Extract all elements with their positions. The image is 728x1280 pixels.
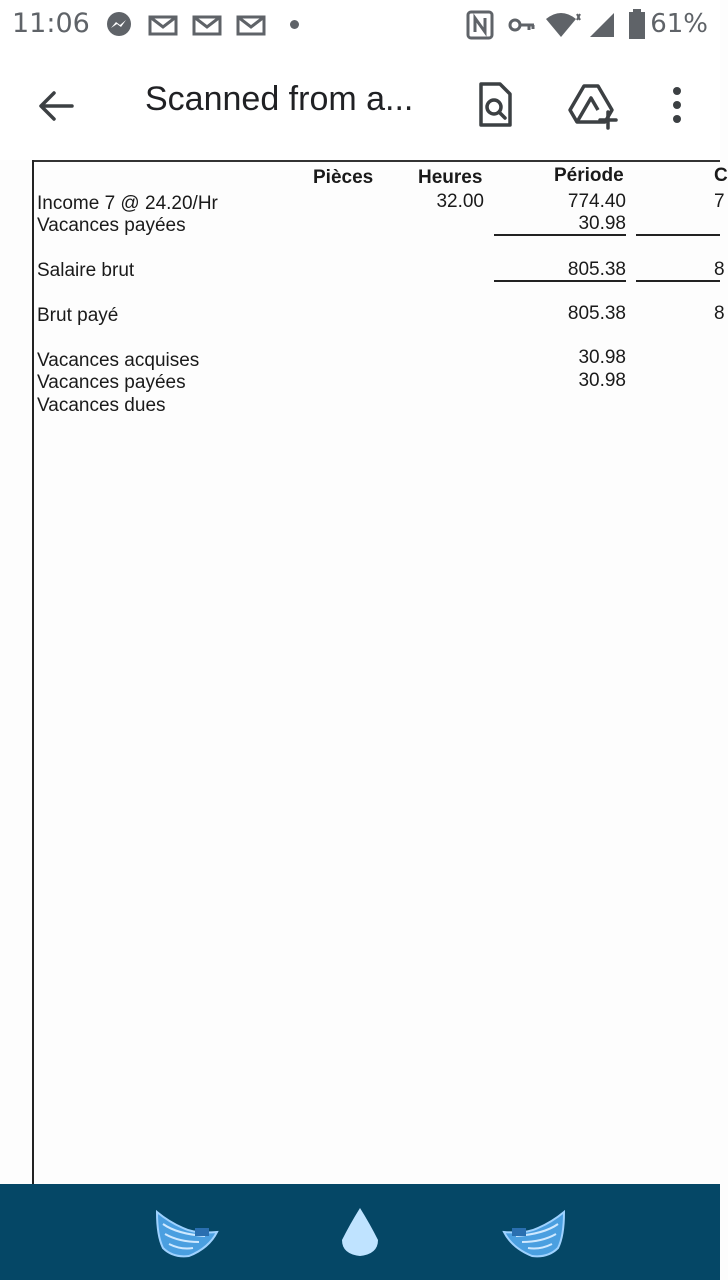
row-label: Vacances payées: [37, 215, 186, 236]
document-title: Scanned from a...: [145, 80, 414, 118]
header-cumul: C: [714, 165, 728, 186]
left-border: [32, 160, 34, 1184]
wifi-icon: [544, 10, 582, 38]
header-heures: Heures: [418, 167, 483, 188]
row-periode: 30.98: [578, 347, 626, 368]
row-periode: 30.98: [578, 213, 626, 234]
winged-emblem-icon[interactable]: [155, 1208, 221, 1260]
row-extra: 8: [714, 259, 725, 280]
scanned-document[interactable]: [0, 160, 728, 1184]
gmail-icon: [192, 14, 222, 36]
subtotal-rule: [494, 234, 626, 236]
header-periode: Période: [554, 165, 624, 186]
row-label: Vacances dues: [37, 395, 166, 416]
row-periode: 805.38: [567, 259, 626, 280]
header-pieces: Pièces: [313, 167, 374, 188]
row-extra: 8: [714, 303, 725, 324]
battery-icon: [628, 8, 646, 40]
messenger-icon: [105, 11, 133, 39]
row-periode: 30.98: [578, 370, 626, 391]
row-heures: 32.00: [436, 191, 484, 212]
gmail-icon: [148, 14, 178, 36]
top-border: [32, 160, 720, 162]
app-bar: [0, 50, 720, 161]
subtotal-rule: [636, 234, 720, 236]
bottom-navigation-bar: [0, 1184, 720, 1280]
row-extra: 7: [714, 191, 725, 212]
row-label: Brut payé: [37, 305, 119, 326]
row-periode: 805.38: [567, 303, 626, 324]
row-periode: 774.40: [567, 191, 626, 212]
nfc-icon: [466, 10, 494, 40]
row-label: Vacances payées: [37, 372, 186, 393]
row-label: Vacances acquises: [37, 350, 200, 371]
signal-icon: [588, 10, 616, 38]
find-in-document-icon[interactable]: [468, 78, 522, 132]
row-label: Income 7 @ 24.20/Hr: [37, 193, 218, 214]
status-bar: [0, 0, 720, 50]
dot-icon: [290, 20, 299, 29]
add-to-drive-icon[interactable]: [566, 78, 620, 132]
key-icon: [508, 15, 536, 35]
battery-percent: 61%: [650, 9, 708, 39]
status-time: 11:06: [12, 8, 90, 39]
winged-emblem-icon[interactable]: [500, 1208, 566, 1260]
total-rule: [636, 280, 720, 282]
total-rule: [494, 280, 626, 282]
back-arrow-icon[interactable]: [34, 84, 78, 128]
gmail-icon: [236, 14, 266, 36]
row-label: Salaire brut: [37, 260, 135, 281]
more-vert-icon[interactable]: [650, 78, 704, 132]
water-drop-icon[interactable]: [340, 1206, 380, 1258]
